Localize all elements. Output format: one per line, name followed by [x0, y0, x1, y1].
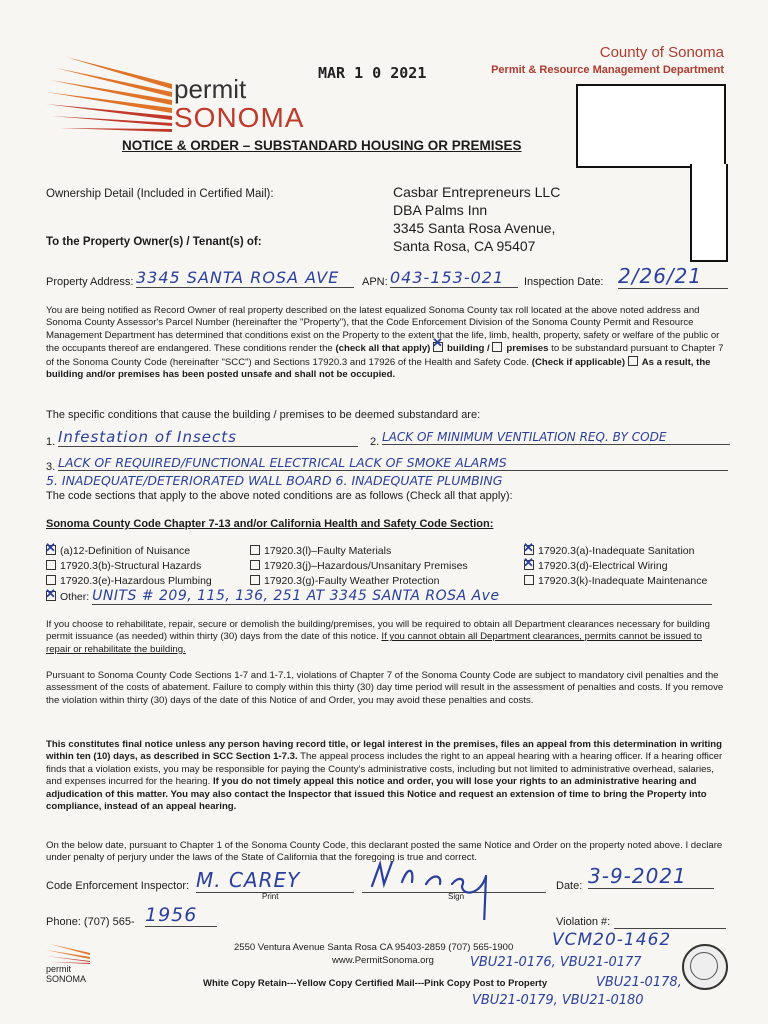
posted-unsafe-checkbox[interactable] — [628, 356, 638, 366]
owner-address-2: Santa Rosa, CA 95407 — [393, 238, 536, 254]
owner-block — [393, 183, 560, 255]
to-owner-label: To the Property Owner(s) / Tenant(s) of: — [46, 236, 262, 248]
code-column-2 — [250, 544, 468, 589]
code-l-checkbox[interactable] — [250, 545, 260, 555]
final-notice-bold: This constitutes final notice unless any person having record title, or legal interest in the premises, files an appeal from this determination in writing within ten (10) days, as described in SCC Section 1-7.3. — [46, 739, 722, 763]
code-sections-label: The code sections that apply to the above noted conditions are as follows (Check all that apply): — [46, 490, 513, 502]
final-notice-bold-2: If you do not timely appeal this notice and order, you will lose your rights to an administrative hearing and adjudication of this matter. You may also contact the Inspector that issued this Notice and request an extension of time to bring the Property into compliance, instead of an appeal hearing. — [46, 776, 707, 813]
sign-caption: Sign — [448, 892, 465, 901]
logo-word-sonoma: SONOMA — [174, 102, 305, 133]
rehab-paragraph — [46, 619, 726, 656]
violation-label: Violation #: — [556, 916, 611, 928]
penalty-paragraph: Pursuant to Sonoma County Code Sections 1-7 and 1-7.1, violations of Chapter 7 of the Sonoma County Code are subject to mandatory civil penalties and the assessment of the costs of abatement. Failure to comply within this thirty (30) day time period will result in the assessment of penalties and costs. If you remove the violation within thirty (30) days of the date of this Notice of and Order, you may avoid these penalties and costs. — [46, 670, 724, 706]
premises-label: premises — [506, 343, 549, 355]
building-checkbox[interactable] — [433, 342, 443, 352]
code-a12-label: (a)12-Definition of Nuisance — [60, 545, 191, 557]
condition-3-number: 3. — [46, 461, 56, 473]
conditions-label: The specific conditions that cause the building / premises to be deemed substandard are: — [46, 409, 481, 421]
condition-2-value: LACK OF MINIMUM VENTILATION REQ. BY CODE — [382, 430, 730, 445]
redaction-box-top — [576, 84, 726, 168]
apn-value: 043-153-021 — [390, 268, 518, 288]
code-other-checkbox[interactable] — [46, 591, 56, 601]
logo-sunburst-icon — [42, 52, 182, 136]
violation-number-1: VCM20-1462 — [552, 930, 672, 950]
inspection-date-value: 2/26/21 — [618, 264, 728, 289]
code-d-label: 17920.3(d)-Electrical Wiring — [538, 560, 668, 572]
code-j — [250, 559, 468, 574]
code-a12 — [46, 544, 212, 559]
county-seal-icon — [682, 944, 728, 990]
building-label: building / — [447, 343, 490, 355]
code-other-value: UNITS # 209, 115, 136, 251 AT 3345 SANTA ROSA Ave — [92, 588, 712, 605]
intro-tail: to be substandard pursuant to Chapter 7 of the Sonoma County Code (hereinafter "SCC") and Sections 17920.3 and 17926 of the Health and Safety Code. — [46, 343, 724, 368]
condition-1-value: Infestation of Insects — [58, 428, 358, 447]
code-b-label: 17920.3(b)-Structural Hazards — [60, 560, 202, 572]
premises-checkbox[interactable] — [492, 342, 502, 352]
date-value: 3-9-2021 — [588, 864, 714, 889]
violation-line — [614, 916, 726, 929]
owner-dba: DBA Palms Inn — [393, 202, 488, 218]
violation-number-4: VBU21-0179, VBU21-0180 — [472, 993, 644, 1008]
code-e-label: 17920.3(e)-Hazardous Plumbing — [60, 575, 212, 587]
intro-check-all: (check all that apply) — [335, 343, 431, 355]
code-a12-checkbox[interactable] — [46, 545, 56, 555]
rehab-warning: If you cannot obtain all Department clearances, permits cannot be issued to repair or rehabilitate the building. — [46, 631, 702, 655]
code-heading: Sonoma County Code Chapter 7-13 and/or California Health and Safety Code Section: — [46, 518, 494, 530]
condition-2-number: 2. — [370, 436, 380, 448]
date-label: Date: — [556, 880, 583, 892]
code-other-label: Other: — [60, 591, 90, 603]
code-e — [46, 574, 212, 589]
signature-scribble-icon — [362, 856, 546, 920]
inspection-date-label: Inspection Date: — [524, 276, 604, 288]
inspector-signature — [362, 864, 546, 893]
code-a-checkbox[interactable] — [524, 545, 534, 555]
code-l-label: 17920.3(l)–Faulty Materials — [264, 545, 392, 557]
code-other — [46, 588, 726, 605]
owner-address-1: 3345 Santa Rosa Avenue, — [393, 220, 556, 236]
declaration-paragraph: On the below date, pursuant to Chapter 1 of the Sonoma County Code, this declarant posted the same Notice and Order on the property noted above. I declare under penalty of perjury under the laws of the State of California that the foregoing is true and correct. — [46, 840, 723, 864]
footer-copies: White Copy Retain---Yellow Copy Certified Mail---Pink Copy Post to Property — [203, 978, 548, 989]
logo-word-permit: permit — [174, 74, 247, 104]
code-g — [250, 574, 468, 589]
code-column-1 — [46, 544, 212, 589]
owner-name: Casbar Entrepreneurs LLC — [393, 184, 561, 200]
apn-label: APN: — [362, 276, 388, 288]
footer-website[interactable]: www.PermitSonoma.org — [332, 955, 434, 966]
final-notice-text: The appeal process includes the right to an appeal hearing with a hearing officer. If a hearing officer finds that a violation exists, you may be responsible for paying the County's administrative costs, including but not limited to administrative overhead, salaries, and expenses incurred for the hearing. — [46, 751, 723, 788]
condition-4: 5. INADEQUATE/DETERIORATED WALL BOARD 6. INADEQUATE PLUMBING — [46, 473, 503, 488]
code-g-checkbox[interactable] — [250, 575, 260, 585]
violation-number-3: VBU21-0178, — [596, 975, 682, 990]
intro-check-applicable: (Check if applicable) — [531, 356, 626, 368]
code-a-label: 17920.3(a)-Inadequate Sanitation — [538, 545, 695, 557]
footer-logo-sonoma: SONOMA — [46, 974, 87, 984]
final-notice-paragraph — [46, 739, 726, 813]
code-j-checkbox[interactable] — [250, 560, 260, 570]
code-k — [524, 574, 707, 589]
property-line — [46, 264, 726, 292]
code-e-checkbox[interactable] — [46, 575, 56, 585]
condition-1-number: 1. — [46, 436, 56, 448]
redaction-box-side — [690, 164, 728, 262]
footer-logo — [44, 942, 104, 990]
code-a — [524, 544, 707, 559]
condition-3-value: LACK OF REQUIRED/FUNCTIONAL ELECTRICAL LACK OF SMOKE ALARMS — [58, 455, 728, 471]
property-address-label: Property Address: — [46, 276, 134, 288]
violation-number-2: VBU21-0176, VBU21-0177 — [470, 955, 642, 970]
code-j-label: 17920.3(j)–Hazardous/Unsanitary Premises — [264, 560, 468, 572]
footer-address: 2550 Ventura Avenue Santa Rosa CA 95403-2859 (707) 565-1900 — [234, 942, 514, 953]
intro-paragraph — [46, 305, 726, 381]
phone-value: 1956 — [145, 904, 217, 927]
rehab-text: If you choose to rehabilitate, repair, secure or demolish the building/premises, you will be required to obtain all Department clearances necessary for building permit issuance (as needed) within thirty (30) days from the date of this notice. — [46, 619, 710, 643]
code-k-label: 17920.3(k)-Inadequate Maintenance — [538, 575, 708, 587]
ownership-label: Ownership Detail (Included in Certified Mail): — [46, 188, 274, 200]
phone-label: Phone: (707) 565- — [46, 916, 135, 928]
department-name: Permit & Resource Management Department — [491, 64, 724, 76]
intro-text: You are being notified as Record Owner of real property described on the latest equalized Sonoma County tax roll located at the above noted address and Sonoma County Assessor's Parcel Number (hereinafter the "Property"), that the Code Enforcement Division of the Sonoma County Permit and Resource Management Department has determined that conditions exist on the Property to the extent that the life, limb, health, property, safety or welfare of the public or the occupants thereof are endangered. These conditions render the — [46, 305, 720, 355]
property-address-value: 3345 SANTA ROSA AVE — [136, 268, 354, 288]
footer-logo-permit: permit — [46, 964, 72, 974]
code-k-checkbox[interactable] — [524, 575, 534, 585]
inspector-label: Code Enforcement Inspector: — [46, 880, 190, 892]
form-title: NOTICE & ORDER – SUBSTANDARD HOUSING OR PREMISES — [122, 138, 522, 153]
code-b — [46, 559, 212, 574]
code-l — [250, 544, 468, 559]
footer-sunburst-icon — [44, 942, 90, 964]
permit-sonoma-logo — [42, 52, 312, 136]
posted-unsafe-text: As a result, the building and/or premises has been posted unsafe and shall not be occupied. — [46, 356, 711, 381]
inspector-print-value: M. CAREY — [196, 868, 354, 893]
print-caption: Print — [262, 892, 279, 901]
county-name: County of Sonoma — [599, 44, 724, 61]
code-column-3 — [524, 544, 707, 589]
code-b-checkbox[interactable] — [46, 560, 56, 570]
code-d-checkbox[interactable] — [524, 560, 534, 570]
code-d — [524, 559, 707, 574]
code-g-label: 17920.3(g)-Faulty Weather Protection — [264, 575, 440, 587]
received-date-stamp: MAR 1 0 2021 — [318, 64, 427, 82]
